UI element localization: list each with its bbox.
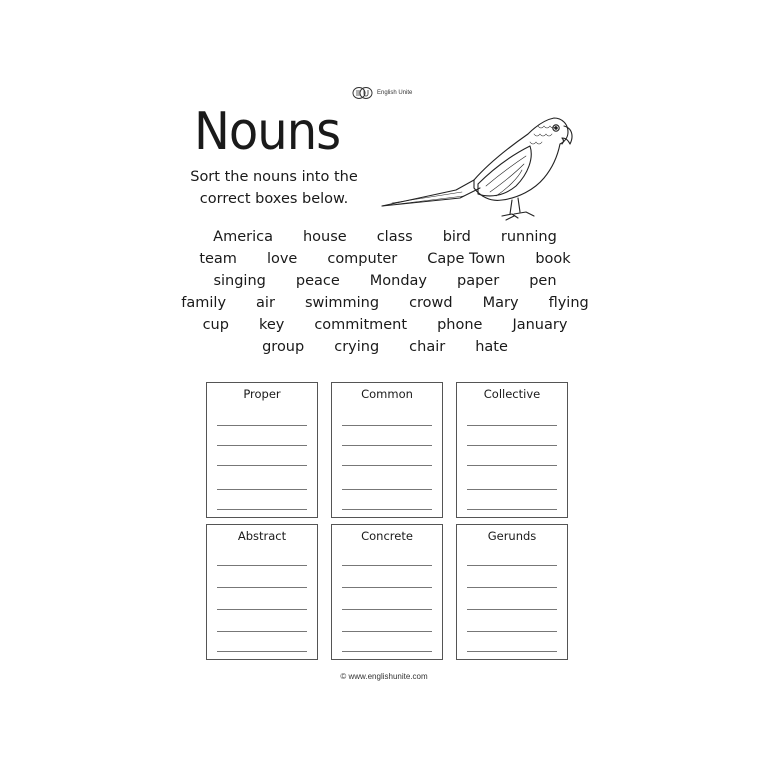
page-title: Nouns [194,101,341,163]
answer-line[interactable] [217,631,307,632]
answer-line[interactable] [217,651,307,652]
answer-line[interactable] [342,587,432,588]
answer-line[interactable] [342,651,432,652]
word: key [258,317,285,333]
answer-line[interactable] [217,445,307,446]
answer-line[interactable] [467,445,557,446]
word-row [170,270,600,292]
word: group [262,339,305,355]
word-row [170,248,600,270]
instructions-line: correct boxes below. [199,191,349,207]
footer-copyright: © www.englishunite.com [340,672,428,681]
word: Monday [369,273,428,289]
answer-line[interactable] [342,609,432,610]
answer-line[interactable] [342,565,432,566]
box-common [331,382,443,518]
word: class [376,229,413,245]
box-label: Abstract [237,529,287,543]
word: phone [437,317,483,333]
word-row [170,336,600,358]
box-label: Gerunds [487,529,537,543]
answer-line[interactable] [342,631,432,632]
word: crying [334,339,380,355]
answer-line[interactable] [467,465,557,466]
answer-line[interactable] [217,587,307,588]
word: love [266,251,298,267]
word: cup [202,317,229,333]
box-label: Common [361,387,413,401]
box-label: Concrete [361,529,413,543]
answer-line[interactable] [467,425,557,426]
instructions-line: Sort the nouns into the [190,169,358,185]
word: chair [409,339,446,355]
word-bank [170,226,600,358]
answer-line[interactable] [467,587,557,588]
answer-line[interactable] [342,465,432,466]
brand-name: English Unite [377,90,413,96]
word: paper [457,273,500,289]
word: pen [529,273,557,289]
word: air [256,295,275,311]
answer-line[interactable] [467,631,557,632]
answer-line[interactable] [342,425,432,426]
word: America [213,229,273,245]
answer-line[interactable] [467,489,557,490]
answer-line[interactable] [467,565,557,566]
answer-line[interactable] [342,509,432,510]
answer-line[interactable] [217,609,307,610]
answer-line[interactable] [467,509,557,510]
box-abstract [206,524,318,660]
word: team [199,251,237,267]
word: January [512,317,568,333]
box-label: Collective [483,387,541,401]
answer-line[interactable] [217,489,307,490]
parrot-illustration [378,108,574,226]
brand-logo [352,86,412,100]
word: hate [475,339,508,355]
word: family [181,295,227,311]
box-proper [206,382,318,518]
answer-line[interactable] [217,425,307,426]
word: house [302,229,347,245]
word: crowd [409,295,453,311]
word: computer [327,251,398,267]
answer-line[interactable] [342,445,432,446]
word: running [500,229,557,245]
answer-line[interactable] [342,489,432,490]
answer-line[interactable] [467,651,557,652]
english-unite-logo-icon [352,86,374,100]
word: bird [442,229,471,245]
word: flying [548,295,589,311]
instructions [188,166,360,210]
answer-line[interactable] [217,465,307,466]
word: commitment [314,317,408,333]
word-row [170,292,600,314]
box-label: Proper [243,387,281,401]
answer-line[interactable] [217,509,307,510]
word: book [535,251,571,267]
word: Cape Town [427,251,506,267]
word: peace [295,273,340,289]
answer-line[interactable] [217,565,307,566]
box-collective [456,382,568,518]
word-row [170,314,600,336]
word: singing [213,273,266,289]
word: swimming [304,295,380,311]
word-row [170,226,600,248]
word: Mary [482,295,519,311]
box-concrete [331,524,443,660]
answer-line[interactable] [467,609,557,610]
box-gerunds [456,524,568,660]
